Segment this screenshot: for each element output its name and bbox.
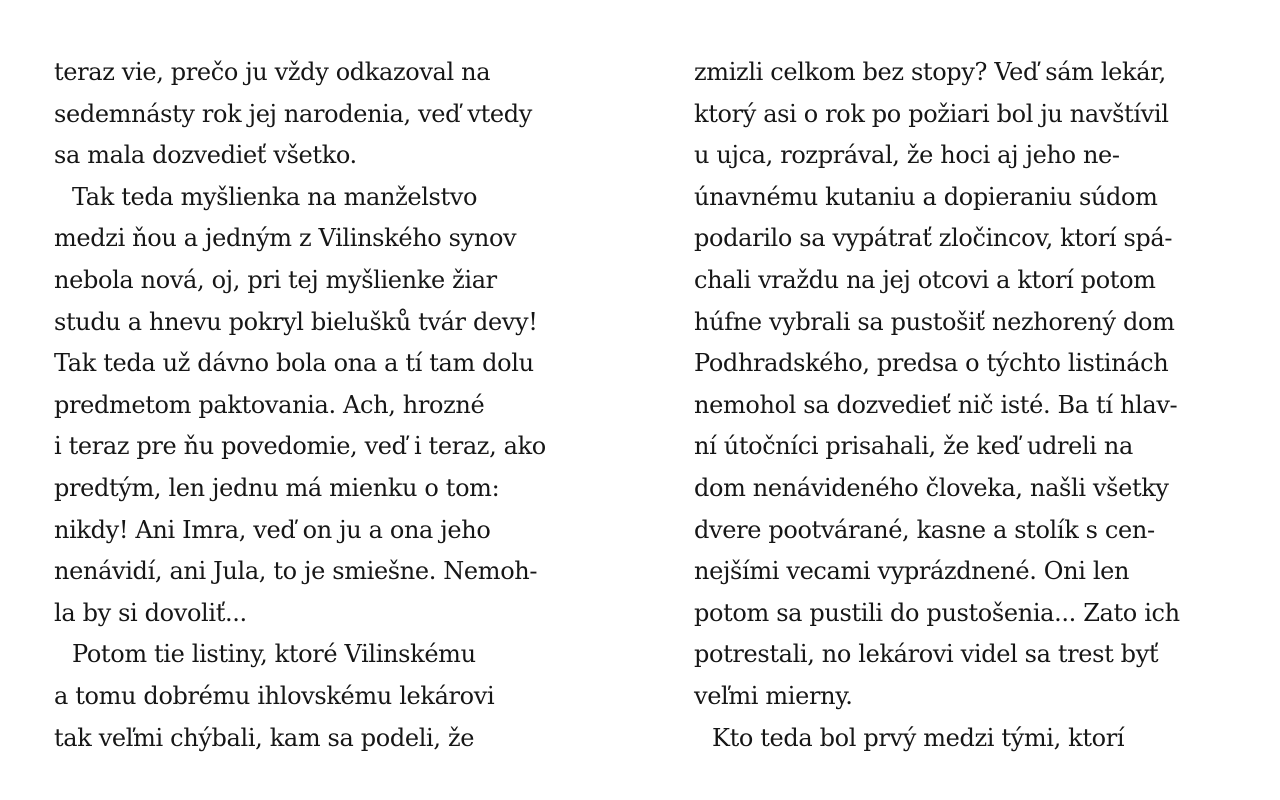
text-line: sa mala dozvedieť všetko. xyxy=(54,141,357,170)
text-line: potrestali, no lekárovi videl sa trest byť xyxy=(694,640,1159,669)
text-line: dvere pootvárané, kasne a stolík s cen- xyxy=(694,515,1155,544)
text-line: tak veľmi chýbali, kam sa podeli, že xyxy=(54,723,475,752)
paragraph-start-line: Tak teda myšlienka na manželstvo xyxy=(72,182,478,211)
text-line: u ujca, rozprával, že hoci aj jeho ne- xyxy=(694,141,1120,170)
text-line: nejšími vecami vyprázdnené. Oni len xyxy=(694,557,1130,586)
text-line: nenávidí, ani Jula, to je smiešne. Nemoh- xyxy=(54,557,538,586)
right-page-text xyxy=(694,52,1254,759)
text-line: Tak teda už dávno bola ona a tí tam dolu xyxy=(54,349,534,378)
text-line: a tomu dobrému ihlovskému lekárovi xyxy=(54,681,495,710)
paragraph-start-line: Kto teda bol prvý medzi tými, ktorí xyxy=(712,723,1125,752)
text-line: húfne vybrali sa pustošiť nezhorený dom xyxy=(694,307,1175,336)
text-line: únavnému kutaniu a dopieraniu súdom xyxy=(694,182,1158,211)
text-line: i teraz pre ňu povedomie, veď i teraz, ako xyxy=(54,432,546,461)
text-line: nemohol sa dozvedieť nič isté. Ba tí hlav- xyxy=(694,390,1178,419)
text-line: sedemnásty rok jej narodenia, veď vtedy xyxy=(54,99,532,128)
text-line: zmizli celkom bez stopy? Veď sám lekár, xyxy=(694,58,1166,86)
text-line: nebola nová, oj, pri tej myšlienke žiar xyxy=(54,265,497,294)
text-line: ní útočníci prisahali, že keď udreli na xyxy=(694,432,1133,461)
text-line: predtým, len jednu má mienku o tom: xyxy=(54,473,500,502)
text-line: dom nenávideného človeka, našli všetky xyxy=(694,473,1169,502)
text-line: ktorý asi o rok po požiari bol ju navštívil xyxy=(694,99,1169,128)
text-line: teraz vie, prečo ju vždy odkazoval na xyxy=(54,58,491,86)
text-line: studu a hnevu pokryl bielušků tvár devy! xyxy=(54,307,538,336)
text-line: medzi ňou a jedným z Vilinského synov xyxy=(54,224,517,253)
paragraph-start-line: Potom tie listiny, ktoré Vilinskému xyxy=(72,640,476,669)
text-line: Podhradského, predsa o týchto listinách xyxy=(694,349,1169,378)
text-line: la by si dovoliť... xyxy=(54,598,247,627)
text-line: nikdy! Ani Imra, veď on ju a ona jeho xyxy=(54,515,491,544)
text-line: chali vraždu na jej otcovi a ktorí potom xyxy=(694,265,1156,294)
text-line: predmetom paktovania. Ach, hrozné xyxy=(54,390,485,419)
text-line: potom sa pustili do pustošenia... Zato ich xyxy=(694,598,1180,627)
text-line: veľmi mierny. xyxy=(694,681,853,710)
left-page-text xyxy=(54,52,614,759)
text-line: podarilo sa vypátrať zločincov, ktorí spá- xyxy=(694,224,1173,253)
